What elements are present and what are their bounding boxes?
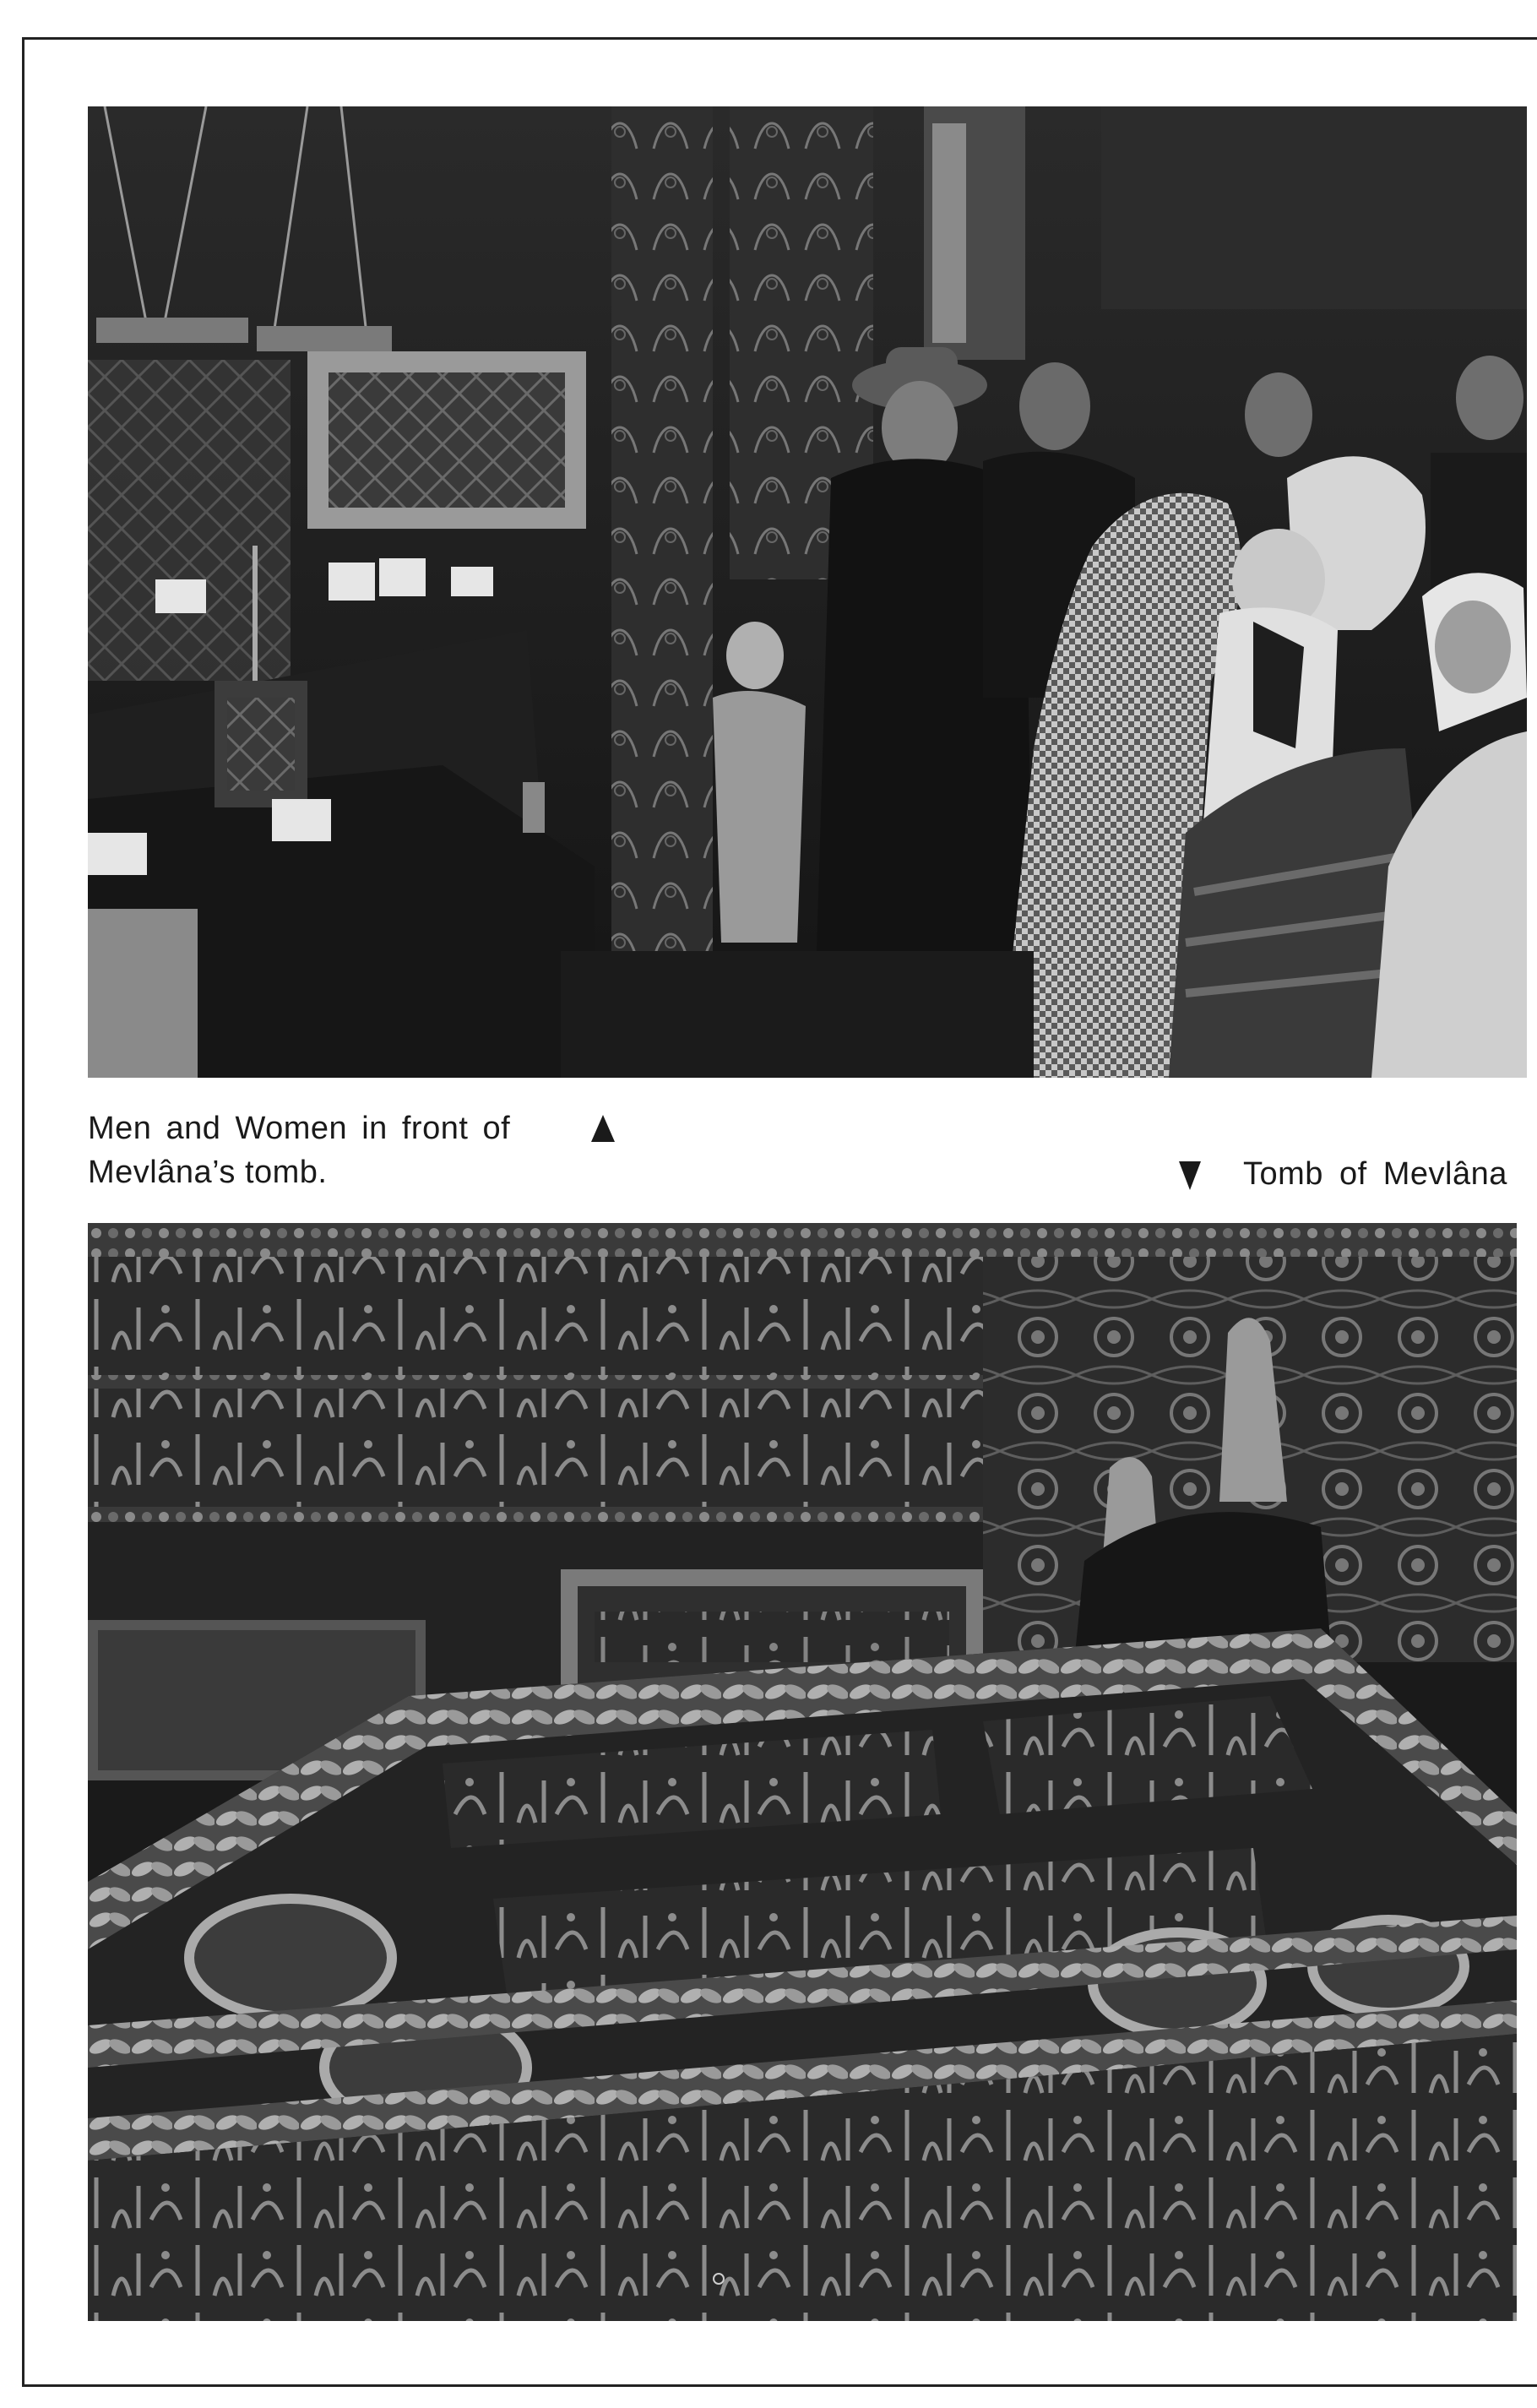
triangle-up-icon xyxy=(591,1115,615,1142)
triangle-down-icon xyxy=(1179,1161,1201,1190)
caption-crowd xyxy=(88,1106,611,1194)
caption-crowd-line1: Men and Women in front of xyxy=(88,1111,511,1146)
photo-tomb-of-mevlana xyxy=(88,1223,1517,2321)
caption-tomb: Tomb of Mevlâna xyxy=(1243,1156,1507,1192)
caption-crowd-line2: Mevlâna’s tomb. xyxy=(88,1155,328,1190)
photo-crowd-at-tomb xyxy=(88,106,1527,1078)
